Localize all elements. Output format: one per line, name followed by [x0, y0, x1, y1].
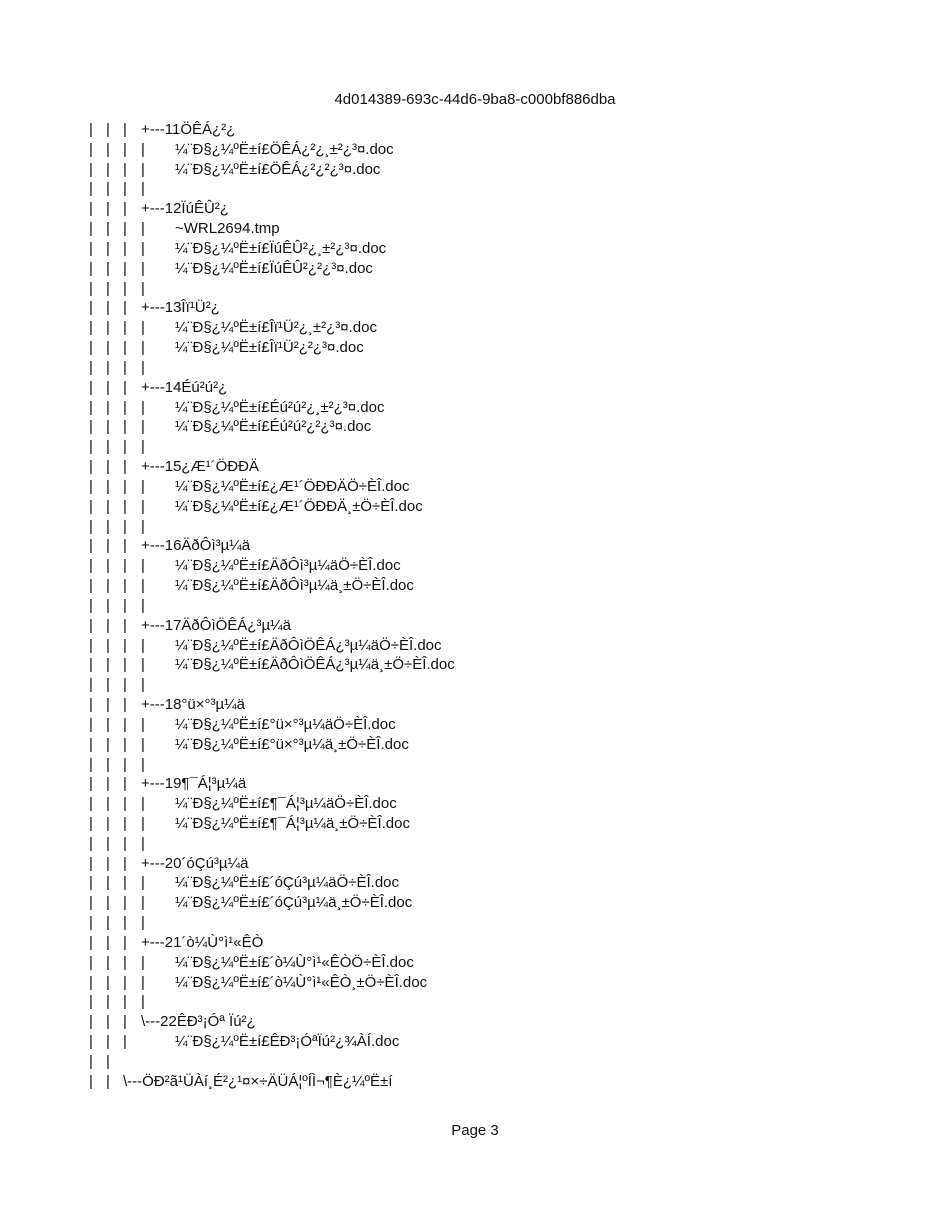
- tree-guide-line: |: [123, 477, 127, 495]
- tree-guide-line: |: [106, 160, 110, 178]
- tree-guide-line: |: [89, 239, 93, 257]
- tree-entry-text: ¼¨Ð§¿¼ºË±í£´óÇú³µ¼äÖ÷ÈÎ.doc: [175, 874, 400, 892]
- tree-guide-line: |: [89, 636, 93, 654]
- tree-guide-line: |: [106, 636, 110, 654]
- tree-guide-line: |: [141, 220, 145, 238]
- tree-guide-line: |: [106, 616, 110, 634]
- tree-entry-text: ¼¨Ð§¿¼ºË±í£ÄðÔì³µ¼ä¸±Ö÷ÈÎ.doc: [175, 577, 414, 595]
- tree-guide-line: |: [123, 993, 127, 1011]
- tree-entry-text: ¼¨Ð§¿¼ºË±í£Éú²ú²¿²¿³¤.doc: [175, 418, 372, 436]
- tree-guide-line: |: [123, 537, 127, 555]
- tree-entry-text: ¼¨Ð§¿¼ºË±í£ÊÐ³¡ÓªÏú²¿¾ÀÍ.doc: [175, 1033, 400, 1051]
- tree-guide-line: |: [89, 676, 93, 694]
- tree-guide-line: |: [141, 953, 145, 971]
- tree-guide-line: |: [89, 874, 93, 892]
- tree-guide-line: |: [123, 140, 127, 158]
- tree-guide-line: |: [141, 319, 145, 337]
- tree-entry-text: ¼¨Ð§¿¼ºË±í£´óÇú³µ¼ä¸±Ö÷ÈÎ.doc: [175, 894, 413, 912]
- tree-guide-line: |: [123, 814, 127, 832]
- tree-guide-line: |: [106, 1072, 110, 1090]
- tree-guide-line: |: [106, 973, 110, 991]
- tree-guide-line: |: [141, 497, 145, 515]
- tree-guide-line: |: [123, 914, 127, 932]
- tree-guide-line: |: [106, 259, 110, 277]
- tree-guide-line: |: [123, 319, 127, 337]
- tree-guide-line: |: [106, 438, 110, 456]
- tree-guide-line: |: [123, 497, 127, 515]
- tree-guide-line: |: [89, 497, 93, 515]
- tree-entry-text: +---13Îï¹Ü²¿: [141, 299, 220, 317]
- tree-guide-line: |: [89, 358, 93, 376]
- tree-guide-line: |: [123, 557, 127, 575]
- tree-guide-line: |: [106, 834, 110, 852]
- tree-guide-line: |: [106, 854, 110, 872]
- tree-guide-line: |: [141, 140, 145, 158]
- tree-guide-line: |: [89, 121, 93, 138]
- tree-entry-text: +---18°ü×°³µ¼ä: [141, 696, 246, 714]
- tree-guide-line: |: [106, 497, 110, 515]
- tree-guide-line: |: [106, 735, 110, 753]
- tree-guide-line: |: [106, 795, 110, 813]
- tree-guide-line: |: [123, 894, 127, 912]
- tree-guide-line: |: [89, 973, 93, 991]
- tree-guide-line: |: [123, 220, 127, 238]
- tree-guide-line: |: [123, 160, 127, 178]
- tree-guide-line: |: [123, 795, 127, 813]
- tree-guide-line: |: [106, 1052, 110, 1070]
- tree-guide-line: |: [89, 1033, 93, 1051]
- tree-guide-line: |: [89, 1013, 93, 1031]
- tree-entry-text: ¼¨Ð§¿¼ºË±í£Éú²ú²¿¸±²¿³¤.doc: [175, 398, 385, 416]
- tree-guide-line: |: [123, 874, 127, 892]
- tree-guide-line: |: [141, 517, 145, 535]
- tree-guide-line: |: [123, 735, 127, 753]
- tree-guide-line: |: [89, 220, 93, 238]
- tree-guide-line: |: [106, 358, 110, 376]
- tree-entry-text: \---ÖÐ²ã¹ÜÀí¸É²¿¹¤×÷ÄÜÁ¦ºÍÌ¬¶È¿¼ºË±í: [123, 1072, 393, 1090]
- tree-entry-text: ~WRL2694.tmp: [175, 220, 280, 238]
- tree-guide-line: |: [106, 458, 110, 476]
- tree-guide-line: |: [89, 259, 93, 277]
- tree-guide-line: |: [106, 319, 110, 337]
- tree-guide-line: |: [141, 180, 145, 198]
- tree-guide-line: |: [123, 696, 127, 714]
- tree-guide-line: |: [89, 656, 93, 674]
- tree-guide-line: |: [123, 596, 127, 614]
- tree-guide-line: |: [106, 656, 110, 674]
- tree-guide-line: |: [123, 1033, 127, 1051]
- tree-guide-line: |: [123, 180, 127, 198]
- tree-guide-line: |: [89, 339, 93, 357]
- tree-entry-text: ¼¨Ð§¿¼ºË±í£ÏúÊÛ²¿²¿³¤.doc: [175, 259, 373, 277]
- tree-guide-line: |: [106, 180, 110, 198]
- tree-guide-line: |: [106, 696, 110, 714]
- tree-guide-line: |: [106, 140, 110, 158]
- tree-guide-line: |: [106, 874, 110, 892]
- tree-guide-line: |: [123, 616, 127, 634]
- tree-guide-line: |: [106, 239, 110, 257]
- tree-guide-line: |: [89, 140, 93, 158]
- tree-entry-text: ¼¨Ð§¿¼ºË±í£¿Æ¹´ÖÐÐÄÖ÷ÈÎ.doc: [175, 477, 410, 495]
- tree-guide-line: |: [141, 874, 145, 892]
- tree-guide-line: |: [89, 577, 93, 595]
- tree-guide-line: |: [89, 180, 93, 198]
- tree-guide-line: |: [141, 239, 145, 257]
- tree-guide-line: |: [89, 557, 93, 575]
- tree-guide-line: |: [106, 220, 110, 238]
- tree-guide-line: |: [141, 715, 145, 733]
- tree-guide-line: |: [141, 914, 145, 932]
- tree-guide-line: |: [106, 577, 110, 595]
- tree-guide-line: |: [123, 339, 127, 357]
- tree-entry-text: +---14Éú²ú²¿: [141, 378, 228, 396]
- tree-guide-line: |: [106, 121, 110, 138]
- tree-guide-line: |: [123, 933, 127, 951]
- tree-guide-line: |: [106, 299, 110, 317]
- tree-guide-line: |: [106, 755, 110, 773]
- tree-guide-line: |: [123, 259, 127, 277]
- tree-guide-line: |: [141, 339, 145, 357]
- tree-guide-line: |: [106, 894, 110, 912]
- tree-guide-line: |: [89, 1052, 93, 1070]
- tree-guide-line: |: [123, 418, 127, 436]
- tree-guide-line: |: [89, 438, 93, 456]
- tree-entry-text: ¼¨Ð§¿¼ºË±í£Îï¹Ü²¿²¿³¤.doc: [175, 339, 364, 357]
- tree-guide-line: |: [123, 1013, 127, 1031]
- tree-guide-line: |: [89, 200, 93, 218]
- tree-guide-line: |: [141, 755, 145, 773]
- tree-guide-line: |: [123, 715, 127, 733]
- tree-guide-line: |: [89, 854, 93, 872]
- tree-guide-line: |: [106, 1013, 110, 1031]
- tree-guide-line: |: [123, 755, 127, 773]
- tree-guide-line: |: [123, 279, 127, 297]
- tree-entry-text: +---21´ò¼Ù°ì¹«ÊÒ: [141, 933, 264, 951]
- tree-entry-text: ¼¨Ð§¿¼ºË±í£ÄðÔì³µ¼äÖ÷ÈÎ.doc: [175, 557, 401, 575]
- tree-guide-line: |: [141, 636, 145, 654]
- tree-entry-text: ¼¨Ð§¿¼ºË±í£°ü×°³µ¼ä¸±Ö÷ÈÎ.doc: [175, 735, 409, 753]
- tree-guide-line: |: [123, 358, 127, 376]
- document-header: 4d014389-693c-44d6-9ba8-c000bf886dba: [334, 91, 616, 108]
- tree-guide-line: |: [89, 696, 93, 714]
- tree-guide-line: |: [89, 537, 93, 555]
- tree-guide-line: |: [89, 834, 93, 852]
- tree-guide-line: |: [123, 378, 127, 396]
- tree-guide-line: |: [89, 398, 93, 416]
- tree-guide-line: |: [89, 795, 93, 813]
- tree-entry-text: ¼¨Ð§¿¼ºË±í£´ò¼Ù°ì¹«ÊÒÖ÷ÈÎ.doc: [175, 953, 414, 971]
- tree-guide-line: |: [106, 775, 110, 793]
- tree-entry-text: ¼¨Ð§¿¼ºË±í£¶¯Á¦³µ¼ä¸±Ö÷ÈÎ.doc: [175, 814, 410, 832]
- tree-guide-line: |: [106, 477, 110, 495]
- tree-guide-line: |: [106, 993, 110, 1011]
- tree-entry-text: ¼¨Ð§¿¼ºË±í£Îï¹Ü²¿¸±²¿³¤.doc: [175, 319, 377, 337]
- tree-guide-line: |: [123, 676, 127, 694]
- tree-guide-line: |: [89, 616, 93, 634]
- tree-guide-line: |: [141, 577, 145, 595]
- tree-guide-line: |: [106, 398, 110, 416]
- tree-guide-line: |: [106, 279, 110, 297]
- tree-entry-text: +---19¶¯Á¦³µ¼ä: [141, 775, 247, 793]
- tree-guide-line: |: [89, 378, 93, 396]
- tree-guide-line: |: [141, 656, 145, 674]
- tree-guide-line: |: [123, 200, 127, 218]
- tree-entry-text: +---17ÄðÔìÖÊÁ¿³µ¼ä: [141, 616, 291, 634]
- tree-guide-line: |: [106, 537, 110, 555]
- tree-guide-line: |: [141, 894, 145, 912]
- tree-guide-line: |: [141, 259, 145, 277]
- tree-guide-line: |: [141, 973, 145, 991]
- tree-guide-line: |: [89, 755, 93, 773]
- tree-guide-line: |: [89, 775, 93, 793]
- tree-guide-line: |: [106, 418, 110, 436]
- tree-guide-line: |: [89, 953, 93, 971]
- tree-entry-text: +---15¿Æ¹´ÖÐÐÄ: [141, 458, 259, 476]
- tree-guide-line: |: [89, 458, 93, 476]
- tree-guide-line: |: [89, 894, 93, 912]
- tree-guide-line: |: [106, 378, 110, 396]
- tree-guide-line: |: [106, 200, 110, 218]
- tree-guide-line: |: [89, 993, 93, 1011]
- tree-guide-line: |: [106, 557, 110, 575]
- tree-guide-line: |: [141, 676, 145, 694]
- tree-guide-line: |: [89, 160, 93, 178]
- tree-guide-line: |: [123, 517, 127, 535]
- tree-entry-text: +---11ÖÊÁ¿²¿: [141, 121, 236, 138]
- tree-guide-line: |: [141, 557, 145, 575]
- tree-guide-line: |: [89, 814, 93, 832]
- tree-guide-line: |: [123, 834, 127, 852]
- tree-guide-line: |: [89, 299, 93, 317]
- tree-guide-line: |: [106, 814, 110, 832]
- tree-guide-line: |: [106, 715, 110, 733]
- tree-guide-line: |: [141, 477, 145, 495]
- tree-entry-text: ¼¨Ð§¿¼ºË±í£°ü×°³µ¼äÖ÷ÈÎ.doc: [175, 715, 396, 733]
- tree-entry-text: ¼¨Ð§¿¼ºË±í£ÄðÔìÖÊÁ¿³µ¼ä¸±Ö÷ÈÎ.doc: [175, 656, 455, 674]
- tree-guide-line: |: [89, 517, 93, 535]
- tree-guide-line: |: [141, 160, 145, 178]
- tree-entry-text: ¼¨Ð§¿¼ºË±í£ÏúÊÛ²¿¸±²¿³¤.doc: [175, 239, 387, 257]
- tree-guide-line: |: [106, 596, 110, 614]
- tree-guide-line: |: [106, 517, 110, 535]
- tree-guide-line: |: [123, 239, 127, 257]
- tree-guide-line: |: [141, 279, 145, 297]
- tree-guide-line: |: [89, 319, 93, 337]
- tree-guide-line: |: [141, 735, 145, 753]
- tree-entry-text: +---20´óÇú³µ¼ä: [141, 854, 249, 872]
- tree-guide-line: |: [141, 358, 145, 376]
- tree-guide-line: |: [141, 993, 145, 1011]
- tree-entry-text: ¼¨Ð§¿¼ºË±í£¿Æ¹´ÖÐÐÄ¸±Ö÷ÈÎ.doc: [175, 497, 423, 515]
- tree-guide-line: |: [89, 715, 93, 733]
- tree-entry-text: ¼¨Ð§¿¼ºË±í£ÖÊÁ¿²¿¸±²¿³¤.doc: [175, 140, 394, 158]
- tree-entry-text: +---16ÄðÔì³µ¼ä: [141, 537, 251, 555]
- tree-guide-line: |: [141, 596, 145, 614]
- tree-guide-line: |: [123, 656, 127, 674]
- tree-guide-line: |: [141, 418, 145, 436]
- tree-guide-line: |: [106, 933, 110, 951]
- tree-entry-text: ¼¨Ð§¿¼ºË±í£´ò¼Ù°ì¹«ÊÒ¸±Ö÷ÈÎ.doc: [175, 973, 428, 991]
- tree-guide-line: |: [89, 279, 93, 297]
- tree-guide-line: |: [123, 973, 127, 991]
- tree-guide-line: |: [123, 953, 127, 971]
- tree-guide-line: |: [89, 418, 93, 436]
- tree-guide-line: |: [89, 933, 93, 951]
- tree-entry-text: ¼¨Ð§¿¼ºË±í£¶¯Á¦³µ¼äÖ÷ÈÎ.doc: [175, 795, 397, 813]
- tree-guide-line: |: [123, 458, 127, 476]
- tree-entry-text: +---12ÏúÊÛ²¿: [141, 200, 229, 218]
- tree-guide-line: |: [89, 596, 93, 614]
- tree-guide-line: |: [123, 636, 127, 654]
- tree-guide-line: |: [106, 914, 110, 932]
- tree-guide-line: |: [141, 438, 145, 456]
- tree-guide-line: |: [123, 854, 127, 872]
- tree-guide-line: |: [141, 814, 145, 832]
- tree-guide-line: |: [123, 398, 127, 416]
- tree-guide-line: |: [89, 914, 93, 932]
- tree-guide-line: |: [89, 735, 93, 753]
- tree-guide-line: |: [123, 299, 127, 317]
- tree-entry-text: ¼¨Ð§¿¼ºË±í£ÄðÔìÖÊÁ¿³µ¼äÖ÷ÈÎ.doc: [175, 636, 442, 654]
- tree-guide-line: |: [123, 775, 127, 793]
- tree-guide-line: |: [141, 795, 145, 813]
- page-number: Page 3: [451, 1122, 499, 1139]
- tree-guide-line: |: [141, 398, 145, 416]
- tree-guide-line: |: [141, 834, 145, 852]
- tree-guide-line: |: [89, 1072, 93, 1090]
- tree-guide-line: |: [106, 1033, 110, 1051]
- tree-entry-text: ¼¨Ð§¿¼ºË±í£ÖÊÁ¿²¿²¿³¤.doc: [175, 160, 381, 178]
- tree-guide-line: |: [106, 676, 110, 694]
- tree-guide-line: |: [106, 953, 110, 971]
- tree-guide-line: |: [123, 577, 127, 595]
- tree-entry-text: \---22ÊÐ³¡Óª Ïú²¿: [141, 1013, 256, 1031]
- tree-guide-line: |: [123, 438, 127, 456]
- tree-guide-line: |: [89, 477, 93, 495]
- tree-guide-line: |: [123, 121, 127, 138]
- tree-guide-line: |: [106, 339, 110, 357]
